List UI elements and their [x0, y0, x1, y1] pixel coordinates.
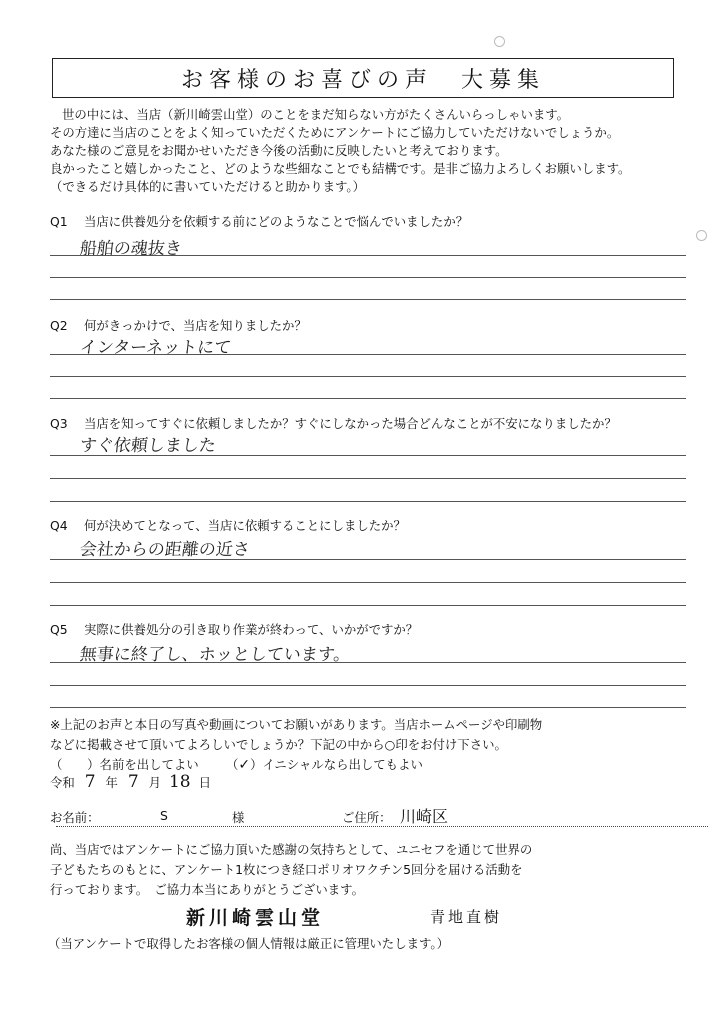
- answer-rule: [50, 277, 686, 278]
- name-honorific: 様: [232, 810, 245, 825]
- consent-line-2: などに掲載させて頂いてよろしいでしょうか？下記の中から○印をお付け下さい。: [50, 737, 507, 752]
- page-title: お客様のお喜びの声 大募集: [52, 58, 674, 98]
- name-label: お名前：: [50, 810, 100, 825]
- intro-line: 世の中には、当店（新川崎雲山堂）のことをまだ知らない方がたくさんいらっしゃいます。: [62, 107, 570, 122]
- footer-line: 子どもたちのもとに、アンケート1枚につき経口ポリオワクチン5回分を届ける活動を: [50, 862, 523, 877]
- answer-3: すぐ依頼しました: [78, 436, 217, 456]
- question-1: [50, 212, 700, 230]
- answer-5: 無事に終了し、ホッとしています。: [78, 645, 352, 665]
- question-number: Q1: [50, 214, 68, 229]
- address-value[interactable]: 川崎区: [400, 807, 449, 826]
- answer-rule: [50, 478, 686, 479]
- footer-line: 尚、当店ではアンケートにご協力頂いた感謝の気持ちとして、ユニセフを通じて世界の: [50, 842, 533, 857]
- question-text: 当店を知ってすぐに依頼しましたか？すぐにしなかった場合どんなことが不安になりましたか？: [84, 416, 617, 431]
- question-text: 何がきっかけで、当店を知りましたか？: [84, 318, 307, 333]
- question-text: 当店に供養処分を依頼する前にどのようなことで悩んでいましたか？: [84, 214, 469, 229]
- answer-rule: [50, 455, 686, 456]
- answer-rule: [50, 662, 686, 663]
- answer-rule: [50, 559, 686, 560]
- answer-rule: [50, 299, 686, 300]
- consent-option-initials[interactable]: （✓）イニシャルなら出してもよい: [226, 757, 423, 773]
- answer-rule: [50, 605, 686, 606]
- question-2: [50, 316, 700, 334]
- question-3: [50, 414, 700, 432]
- name-address-underline: [56, 826, 708, 827]
- privacy-note: （当アンケートで取得したお客様の個人情報は厳正に管理いたします。）: [48, 936, 449, 951]
- answer-1: 船舶の魂抜き: [78, 239, 183, 259]
- answer-rule: [50, 255, 686, 256]
- date-day: 18: [168, 772, 191, 792]
- date-era: 令和: [50, 775, 75, 790]
- date-month: 7: [127, 772, 139, 792]
- intro-line: 良かったこと嬉しかったこと、どのような些細なことでも結構です。是非ご協力よろしくお願いします。: [50, 161, 631, 176]
- intro-line: その方達に当店のことをよく知っていただくためにアンケートにご協力していただけないでしょうか。: [50, 125, 620, 140]
- check-mark-icon: ✓: [238, 757, 251, 773]
- answer-rule: [50, 376, 686, 377]
- answer-rule: [50, 582, 686, 583]
- name-value[interactable]: S: [160, 808, 168, 823]
- date-year: 7: [84, 772, 96, 792]
- question-text: 何が決めてとなって、当店に依頼することにしましたか？: [84, 518, 406, 533]
- answer-rule: [50, 707, 686, 708]
- question-5: [50, 620, 700, 638]
- answer-rule: [50, 398, 686, 399]
- date-field[interactable]: 令和 7 年 7 月 18 日: [50, 772, 211, 792]
- question-4: [50, 516, 700, 534]
- question-number: Q2: [50, 318, 68, 333]
- question-number: Q4: [50, 518, 68, 533]
- answer-rule: [50, 501, 686, 502]
- question-number: Q5: [50, 622, 68, 637]
- answer-rule: [50, 354, 686, 355]
- consent-line-1: ※上記のお声と本日の写真や動画についてお願いがあります。当店ホームページや印刷物: [50, 717, 543, 732]
- punch-hole-top: [494, 36, 505, 47]
- address-label: ご住所：: [342, 810, 392, 825]
- intro-line: （できるだけ具体的に書いていただけると助かります。）: [50, 179, 365, 194]
- intro-line: あなた様のご意見をお聞かせいただき今後の活動に反映したいと考えております。: [50, 143, 508, 158]
- footer-line: 行っております。 ご協力本当にありがとうございます。: [50, 882, 364, 897]
- shop-name: 新川崎雲山堂: [186, 907, 325, 929]
- answer-rule: [50, 685, 686, 686]
- punch-hole-right: [696, 230, 707, 241]
- intro-paragraph: [50, 106, 700, 196]
- owner-name: 青地直樹: [430, 908, 503, 926]
- consent-option-name[interactable]: （ ）名前を出してよい: [50, 757, 199, 772]
- question-number: Q3: [50, 416, 68, 431]
- answer-4: 会社からの距離の近さ: [78, 540, 251, 560]
- answer-2: インターネットにて: [78, 338, 233, 358]
- question-text: 実際に供養処分の引き取り作業が終わって、いかがですか？: [84, 622, 419, 637]
